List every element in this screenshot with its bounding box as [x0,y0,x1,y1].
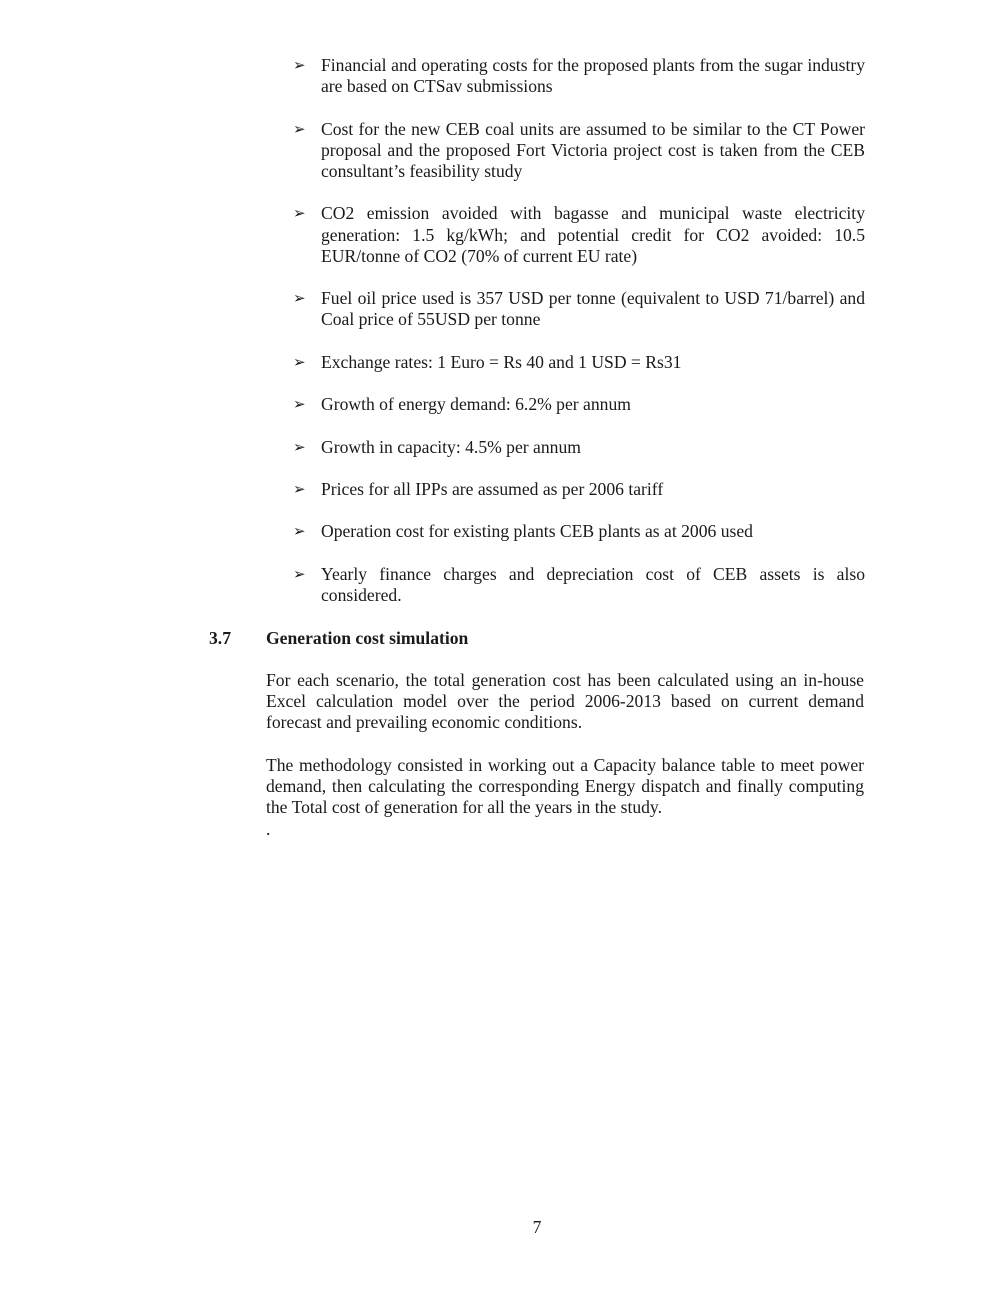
bullet-text: Exchange rates: 1 Euro = Rs 40 and 1 USD = Rs31 [321,351,682,372]
stray-period: . [266,819,271,839]
bullet-text: Growth in capacity: 4.5% per annum [321,436,581,457]
bullet-text: Cost for the new CEB coal units are assumed to be similar to the CT Power proposal and the proposed Fort Victoria project cost is taken from the CEB consultant’s feasibility study [321,118,865,181]
arrow-bullet-icon: ➢ [293,56,306,74]
arrow-bullet-icon: ➢ [293,479,306,498]
bullet-text: Growth of energy demand: 6.2% per annum [321,394,631,415]
body-paragraph: For each scenario, the total generation cost has been calculated using an in-house Excel calculation model over the period 2006-2013 based on current demand forecast and prevailing economic conditions. [266,670,864,733]
bullet-item [293,394,865,415]
bullet-item [293,352,865,373]
bullet-text: Yearly finance charges and depreciation cost of CEB assets is also considered. [321,563,865,605]
bullet-text: Financial and operating costs for the proposed plants from the sugar industry are based on CTSav submissions [321,55,865,97]
arrow-bullet-icon: ➢ [293,395,306,414]
bullet-item [293,55,865,97]
arrow-bullet-icon: ➢ [293,289,306,308]
bullet-item [293,564,865,606]
bullet-item [293,479,865,500]
section-title: Generation cost simulation [266,628,469,648]
assumptions-bullet-list [293,55,865,627]
page-number: 7 [532,1217,542,1237]
arrow-bullet-icon: ➢ [293,564,306,583]
bullet-item [293,437,865,458]
arrow-bullet-icon: ➢ [293,204,306,223]
arrow-bullet-icon: ➢ [293,437,306,456]
arrow-bullet-icon: ➢ [293,522,306,541]
bullet-text: CO2 emission avoided with bagasse and municipal waste electricity generation: 1.5 kg/kWh; and potential credit for CO2 avoided: 10.5 EUR/tonne of CO2 (70% of current EU rate) [321,203,865,266]
bullet-item [293,288,865,330]
body-paragraph: The methodology consisted in working out a Capacity balance table to meet power demand, then calculating the corresponding Energy dispatch and finally computing the Total cost of generation for all the years in the study. [266,755,864,818]
bullet-item [293,521,865,542]
arrow-bullet-icon: ➢ [293,352,306,371]
bullet-item [293,203,865,267]
bullet-text: Prices for all IPPs are assumed as per 2006 tariff [321,478,664,499]
bullet-text: Operation cost for existing plants CEB plants as at 2006 used [321,521,753,542]
section-number: 3.7 [209,628,231,648]
arrow-bullet-icon: ➢ [293,119,306,138]
bullet-item [293,119,865,183]
bullet-text: Fuel oil price used is 357 USD per tonne (equivalent to USD 71/barrel) and Coal price of 55USD per tonne [321,288,865,330]
